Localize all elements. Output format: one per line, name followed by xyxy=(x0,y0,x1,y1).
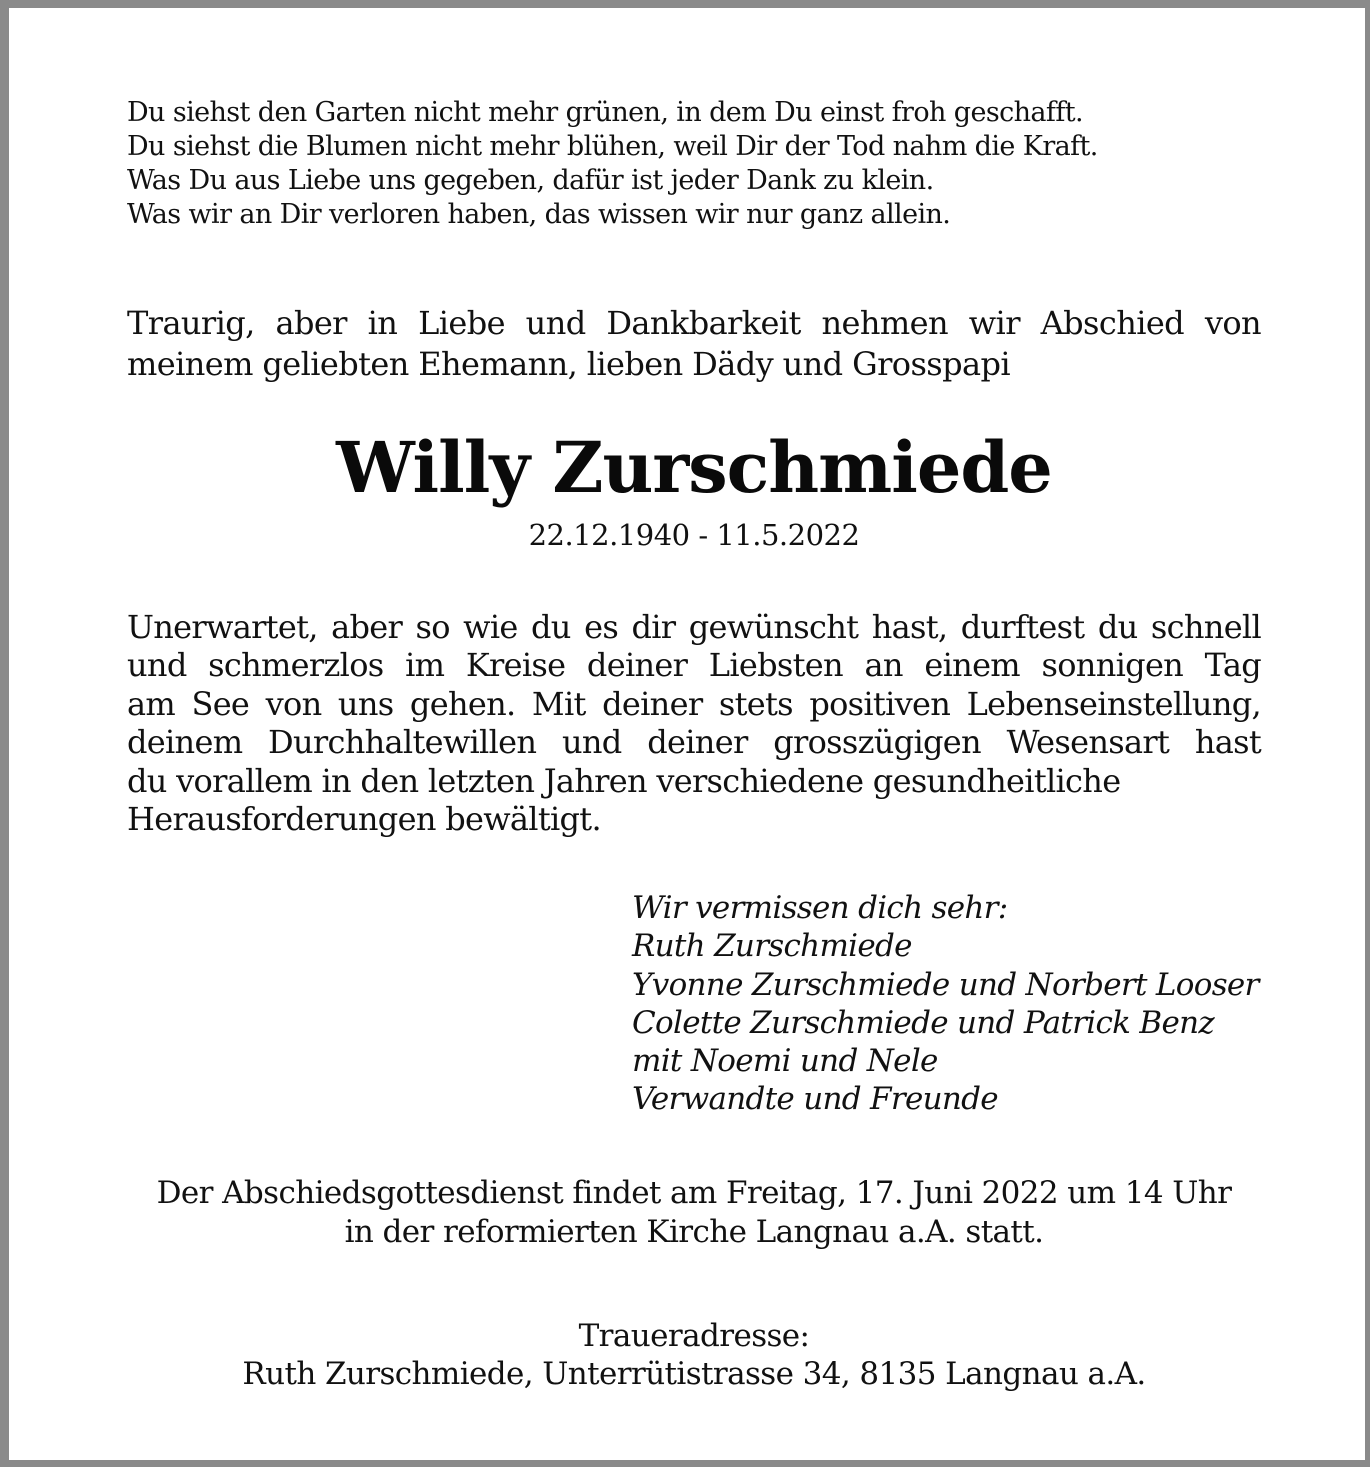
tribute-line: Herausforderungen bewältigt. xyxy=(127,800,601,839)
poem-line: Was Du aus Liebe uns gegeben, dafür ist jeder Dank zu klein. xyxy=(127,165,934,196)
life-dates: 22.12.1940 - 11.5.2022 xyxy=(528,518,860,552)
poem xyxy=(127,96,1261,232)
tribute-line: Unerwartet, aber so wie du es dir gewünscht hast, durftest du schnell xyxy=(127,608,1261,646)
intro-text: Traurig, aber in Liebe und Dankbarkeit nehmen wir Abschied von meinem geliebten Ehemann, lieben Dädy und Grosspapi xyxy=(127,304,1261,383)
deceased-name: Willy Zurschmiede xyxy=(336,426,1052,509)
poem-line: Du siehst den Garten nicht mehr grünen, in dem Du einst froh geschafft. xyxy=(127,97,1083,128)
poem-line: Du siehst die Blumen nicht mehr blühen, weil Dir der Tod nahm die Kraft. xyxy=(127,131,1098,162)
tribute-line: du vorallem in den letzten Jahren verschiedene gesundheitliche xyxy=(127,761,1121,800)
tribute-line: und schmerzlos im Kreise deiner Liebsten an einem sonnigen Tag xyxy=(127,646,1261,685)
tribute-line: am See von uns gehen. Mit deiner stets positiven Lebenseinstellung, xyxy=(127,684,1261,723)
mourning-address xyxy=(109,1317,1279,1393)
service-line: Der Abschiedsgottesdienst findet am Freitag, 17. Juni 2022 um 14 Uhr xyxy=(156,1175,1232,1211)
mourner-name: mit Noemi und Nele xyxy=(632,1043,938,1080)
mourners-list xyxy=(632,889,1272,1119)
tribute-line: deinem Durchhaltewillen und deiner grosszügigen Wesensart hast xyxy=(127,723,1261,762)
service-info xyxy=(109,1174,1279,1252)
mourner-name: Yvonne Zurschmiede und Norbert Looser xyxy=(632,966,1259,1003)
mourner-name: Verwandte und Freunde xyxy=(632,1081,998,1118)
poem-line: Was wir an Dir verloren haben, das wissen wir nur ganz allein. xyxy=(127,199,951,230)
tribute-text xyxy=(127,608,1261,838)
address-label: Traueradresse: xyxy=(578,1318,810,1354)
mourner-name: Ruth Zurschmiede xyxy=(632,928,912,965)
mourners-heading: Wir vermissen dich sehr: xyxy=(632,890,1008,926)
mourner-name: Colette Zurschmiede und Patrick Benz xyxy=(632,1004,1215,1041)
address-value: Ruth Zurschmiede, Unterrütistrasse 34, 8135 Langnau a.A. xyxy=(242,1356,1146,1392)
service-line: in der reformierten Kirche Langnau a.A. statt. xyxy=(344,1214,1044,1250)
